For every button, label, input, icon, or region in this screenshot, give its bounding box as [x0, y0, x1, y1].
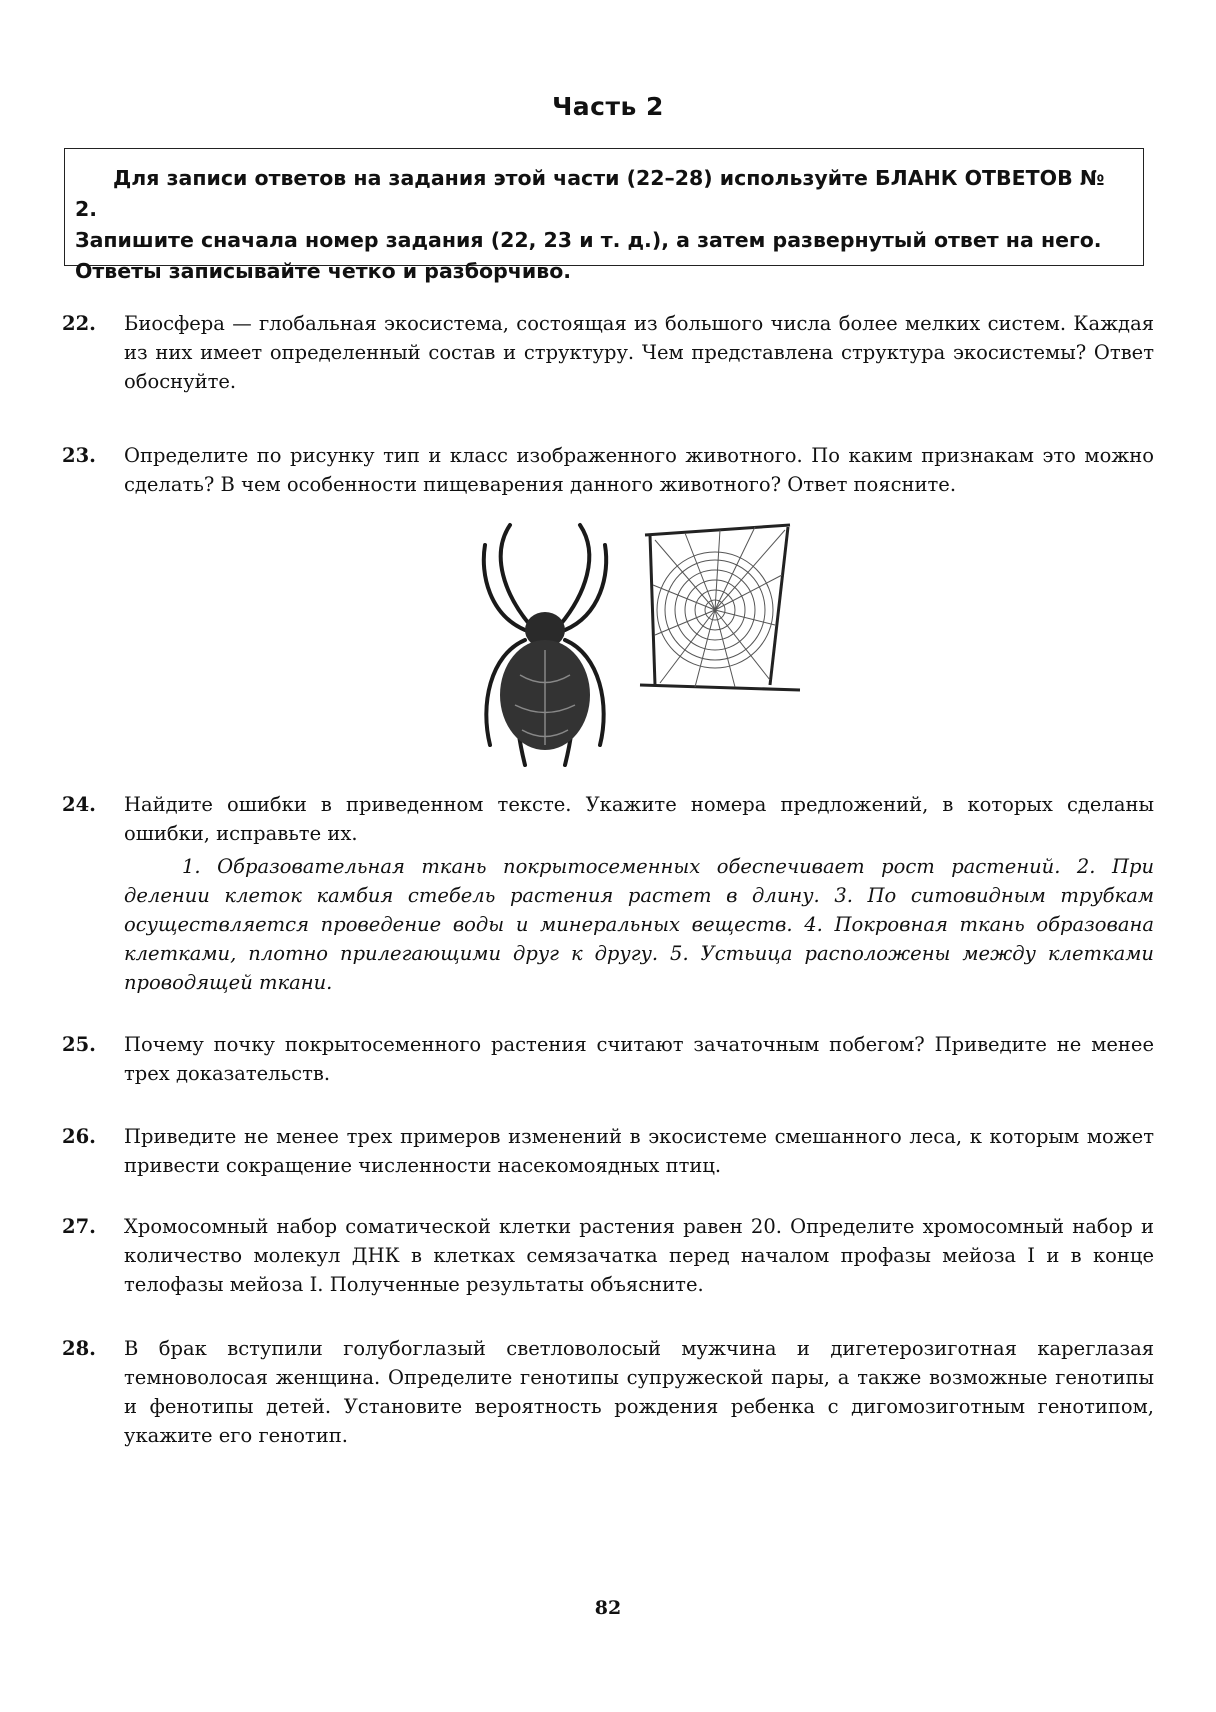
task-text: Приведите не менее трех примеров изменений в экосистеме смешанного леса, к которым может привести сокращение численности насекомоядных птиц. — [124, 1125, 1154, 1177]
task-number: 26. — [62, 1125, 96, 1148]
task-number: 23. — [62, 444, 96, 467]
page-title: Часть 2 — [552, 92, 664, 121]
task-25 — [62, 1030, 1154, 1088]
instructions-box — [64, 148, 1144, 283]
task-text: Биосфера — глобальная экосистема, состоящая из большого числа более мелких систем. Каждая из них имеет определенный состав и структуру. Чем представлена структура экосистемы? Ответ обоснуйте. — [124, 312, 1154, 393]
task-text: Хромосомный набор соматической клетки растения равен 20. Определите хромосомный набор и количество молекул ДНК в клетках семязачатка перед началом профазы мейоза I и в конце телофазы мейоза I. Полученные результаты объясните. — [124, 1215, 1154, 1296]
task-number: 22. — [62, 312, 96, 335]
task-26 — [62, 1122, 1154, 1180]
page-number: 82 — [594, 1597, 622, 1619]
task-number: 25. — [62, 1033, 96, 1056]
task-number: 24. — [62, 793, 96, 816]
task-text: Определите по рисунку тип и класс изображенного животного. По каким признакам это можно сделать? В чем особенности пищеварения данного животного? Ответ поясните. — [124, 444, 1154, 496]
task-text: Найдите ошибки в приведенном тексте. Укажите номера предложений, в которых сделаны ошибки, исправьте их. — [124, 793, 1154, 845]
task-22 — [62, 309, 1154, 396]
task-28 — [62, 1334, 1154, 1450]
instructions-line-1: Для записи ответов на задания этой части (22–28) используйте БЛАНК ОТВЕТОВ № 2. — [75, 166, 1105, 221]
task-24-quote: 1. Образовательная ткань покрытосеменных обеспечивает рост растений. 2. При делении клеток камбия стебель растения растет в длину. 3. По ситовидным трубкам осуществляется проведение воды и минеральных веществ. 4. Покровная ткань образована клетками, плотно прилегающими друг к другу. 5. Устьица расположены между клетками проводящей ткани. — [124, 855, 1154, 994]
task-number: 27. — [62, 1215, 96, 1238]
task-text: Почему почку покрытосеменного растения считают зачаточным побегом? Приведите не менее трех доказательств. — [124, 1033, 1154, 1085]
task-24 — [62, 790, 1154, 997]
task-23 — [62, 441, 1154, 499]
task-number: 28. — [62, 1337, 96, 1360]
task-27 — [62, 1212, 1154, 1299]
task-23-figures — [470, 515, 810, 775]
instructions-line-3: Ответы записывайте четко и разборчиво. — [75, 259, 572, 283]
web-threads — [653, 527, 785, 687]
task-text: В брак вступили голубоглазый светловолосый мужчина и дигетерозиготная кареглазая темноволосая женщина. Определите генотипы супружеской пары, а также возможные генотипы и фенотипы детей. Установите вероятность рождения ребенка с дигомозиготным генотипом, укажите его генотип. — [124, 1337, 1154, 1447]
spider-illustration — [470, 515, 810, 775]
instructions-line-2: Запишите сначала номер задания (22, 23 и т. д.), а затем развернутый ответ на него. — [75, 228, 1102, 252]
